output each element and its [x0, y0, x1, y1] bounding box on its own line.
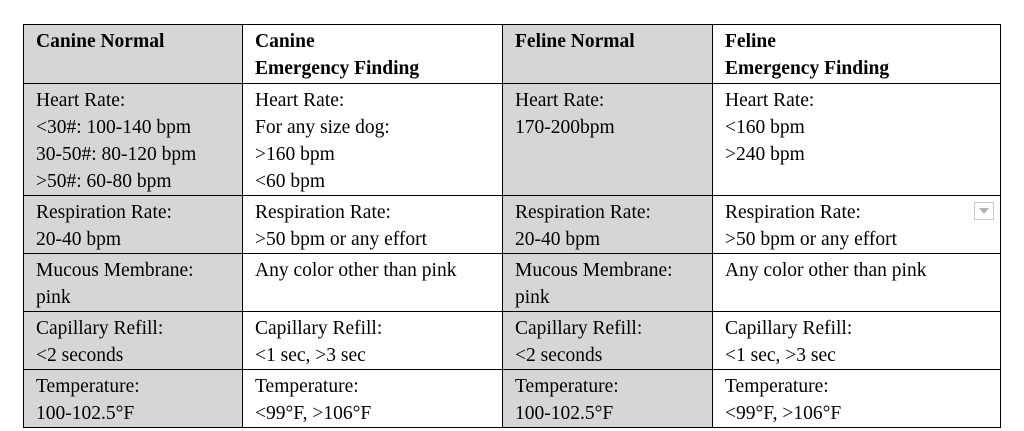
header-feline-emergency: Feline Emergency Finding: [713, 25, 1001, 84]
header-row: [24, 25, 1001, 84]
table-row-heart-rate: [24, 84, 1001, 196]
cell-canine-emergency-respiration: Respiration Rate: >50 bpm or any effort: [243, 196, 503, 254]
cell-feline-emergency-mucous: Any color other than pink: [713, 254, 1001, 312]
cell-canine-normal-respiration: Respiration Rate: 20-40 bpm: [24, 196, 243, 254]
header-canine-normal: Canine Normal: [24, 25, 243, 84]
cell-feline-normal-temperature: Temperature: 100-102.5°F: [503, 370, 713, 428]
cell-canine-normal-heart-rate: Heart Rate: <30#: 100-140 bpm 30-50#: 80-120 bpm >50#: 60-80 bpm: [24, 84, 243, 196]
cell-feline-emergency-temperature: Temperature: <99°F, >106°F: [713, 370, 1001, 428]
table-row-capillary-refill: [24, 312, 1001, 370]
cell-feline-normal-respiration: Respiration Rate: 20-40 bpm: [503, 196, 713, 254]
chevron-down-glyph: [979, 208, 989, 214]
cell-feline-normal-heart-rate: Heart Rate: 170-200bpm: [503, 84, 713, 196]
cell-canine-emergency-capillary: Capillary Refill: <1 sec, >3 sec: [243, 312, 503, 370]
cell-feline-emergency-heart-rate: Heart Rate: <160 bpm >240 bpm: [713, 84, 1001, 196]
header-canine-emergency: Canine Emergency Finding: [243, 25, 503, 84]
cell-canine-normal-mucous: Mucous Membrane: pink: [24, 254, 243, 312]
cell-canine-emergency-mucous: Any color other than pink: [243, 254, 503, 312]
header-feline-normal: Feline Normal: [503, 25, 713, 84]
table-row-temperature: [24, 370, 1001, 428]
cell-canine-emergency-heart-rate: Heart Rate: For any size dog: >160 bpm <60 bpm: [243, 84, 503, 196]
table-row-mucous-membrane: [24, 254, 1001, 312]
cell-canine-normal-temperature: Temperature: 100-102.5°F: [24, 370, 243, 428]
cell-feline-emergency-respiration: Respiration Rate: >50 bpm or any effort: [713, 196, 1001, 254]
table-row-respiration-rate: [24, 196, 1001, 254]
cell-feline-emergency-capillary: Capillary Refill: <1 sec, >3 sec: [713, 312, 1001, 370]
cell-feline-normal-mucous: Mucous Membrane: pink: [503, 254, 713, 312]
cell-canine-emergency-temperature: Temperature: <99°F, >106°F: [243, 370, 503, 428]
chevron-down-icon[interactable]: [974, 202, 994, 220]
vital-signs-table: [23, 24, 1001, 428]
cell-canine-normal-capillary: Capillary Refill: <2 seconds: [24, 312, 243, 370]
cell-feline-normal-capillary: Capillary Refill: <2 seconds: [503, 312, 713, 370]
